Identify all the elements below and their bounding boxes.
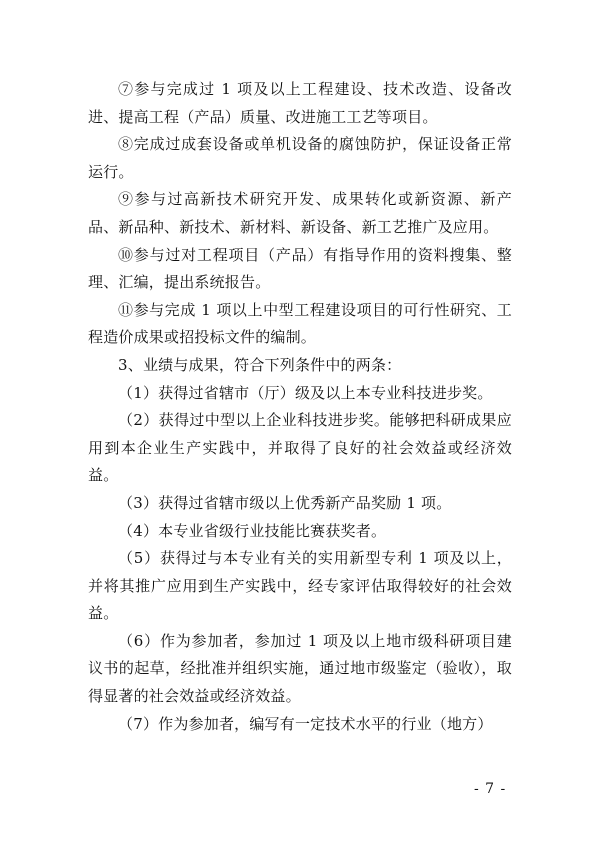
paragraph-item-11: ⑪参与完成 1 项以上中型工程建设项目的可行性研究、工程造价成果或招投标文件的编制。 xyxy=(88,300,512,347)
achievement-item-2: （2）获得过中型以上企业科技进步奖。能够把科研成果应用到本企业生产实践中，并取得了良好的社会效益或经济效益。 xyxy=(88,411,512,485)
achievement-item-3: （3）获得过省辖市级以上优秀新产品奖励 1 项。 xyxy=(118,493,452,512)
achievement-item-4: （4）本专业省级行业技能比赛获奖者。 xyxy=(118,521,387,540)
document-body xyxy=(88,76,512,738)
paragraph-item-7: ⑦参与完成过 1 项及以上工程建设、技术改造、设备改进、提高工程（产品）质量、改进施工工艺等项目。 xyxy=(88,80,512,126)
achievement-item-7: （7）作为参加者，编写有一定技术水平的行业（地方） xyxy=(118,714,493,733)
achievement-item-1: （1）获得过省辖市（厅）级及以上本专业科技进步奖。 xyxy=(118,383,493,402)
achievement-item-6: （6）作为参加者，参加过 1 项及以上地市级科研项目建议书的起草，经批准并组织实施，通过地市级鉴定（验收），取得显著的社会效益或经济效益。 xyxy=(88,631,512,706)
achievement-item-5: （5）获得过与本专业有关的实用新型专利 1 项及以上，并将其推广应用到生产实践中，经专家评估取得较好的社会效益。 xyxy=(88,549,512,623)
paragraph-item-8: ⑧完成过成套设备或单机设备的腐蚀防护，保证设备正常运行。 xyxy=(88,135,512,181)
paragraph-item-10: ⑩参与过对工程项目（产品）有指导作用的资料搜集、整理、汇编，提出系统报告。 xyxy=(88,245,512,292)
page-number: - 7 - xyxy=(474,781,507,797)
paragraph-item-9: ⑨参与过高新技术研究开发、成果转化或新资源、新产品、新品种、新技术、新材料、新设备、新工艺推广及应用。 xyxy=(88,190,512,236)
section-heading-achievements: 3、业绩与成果，符合下列条件中的两条： xyxy=(118,355,402,374)
